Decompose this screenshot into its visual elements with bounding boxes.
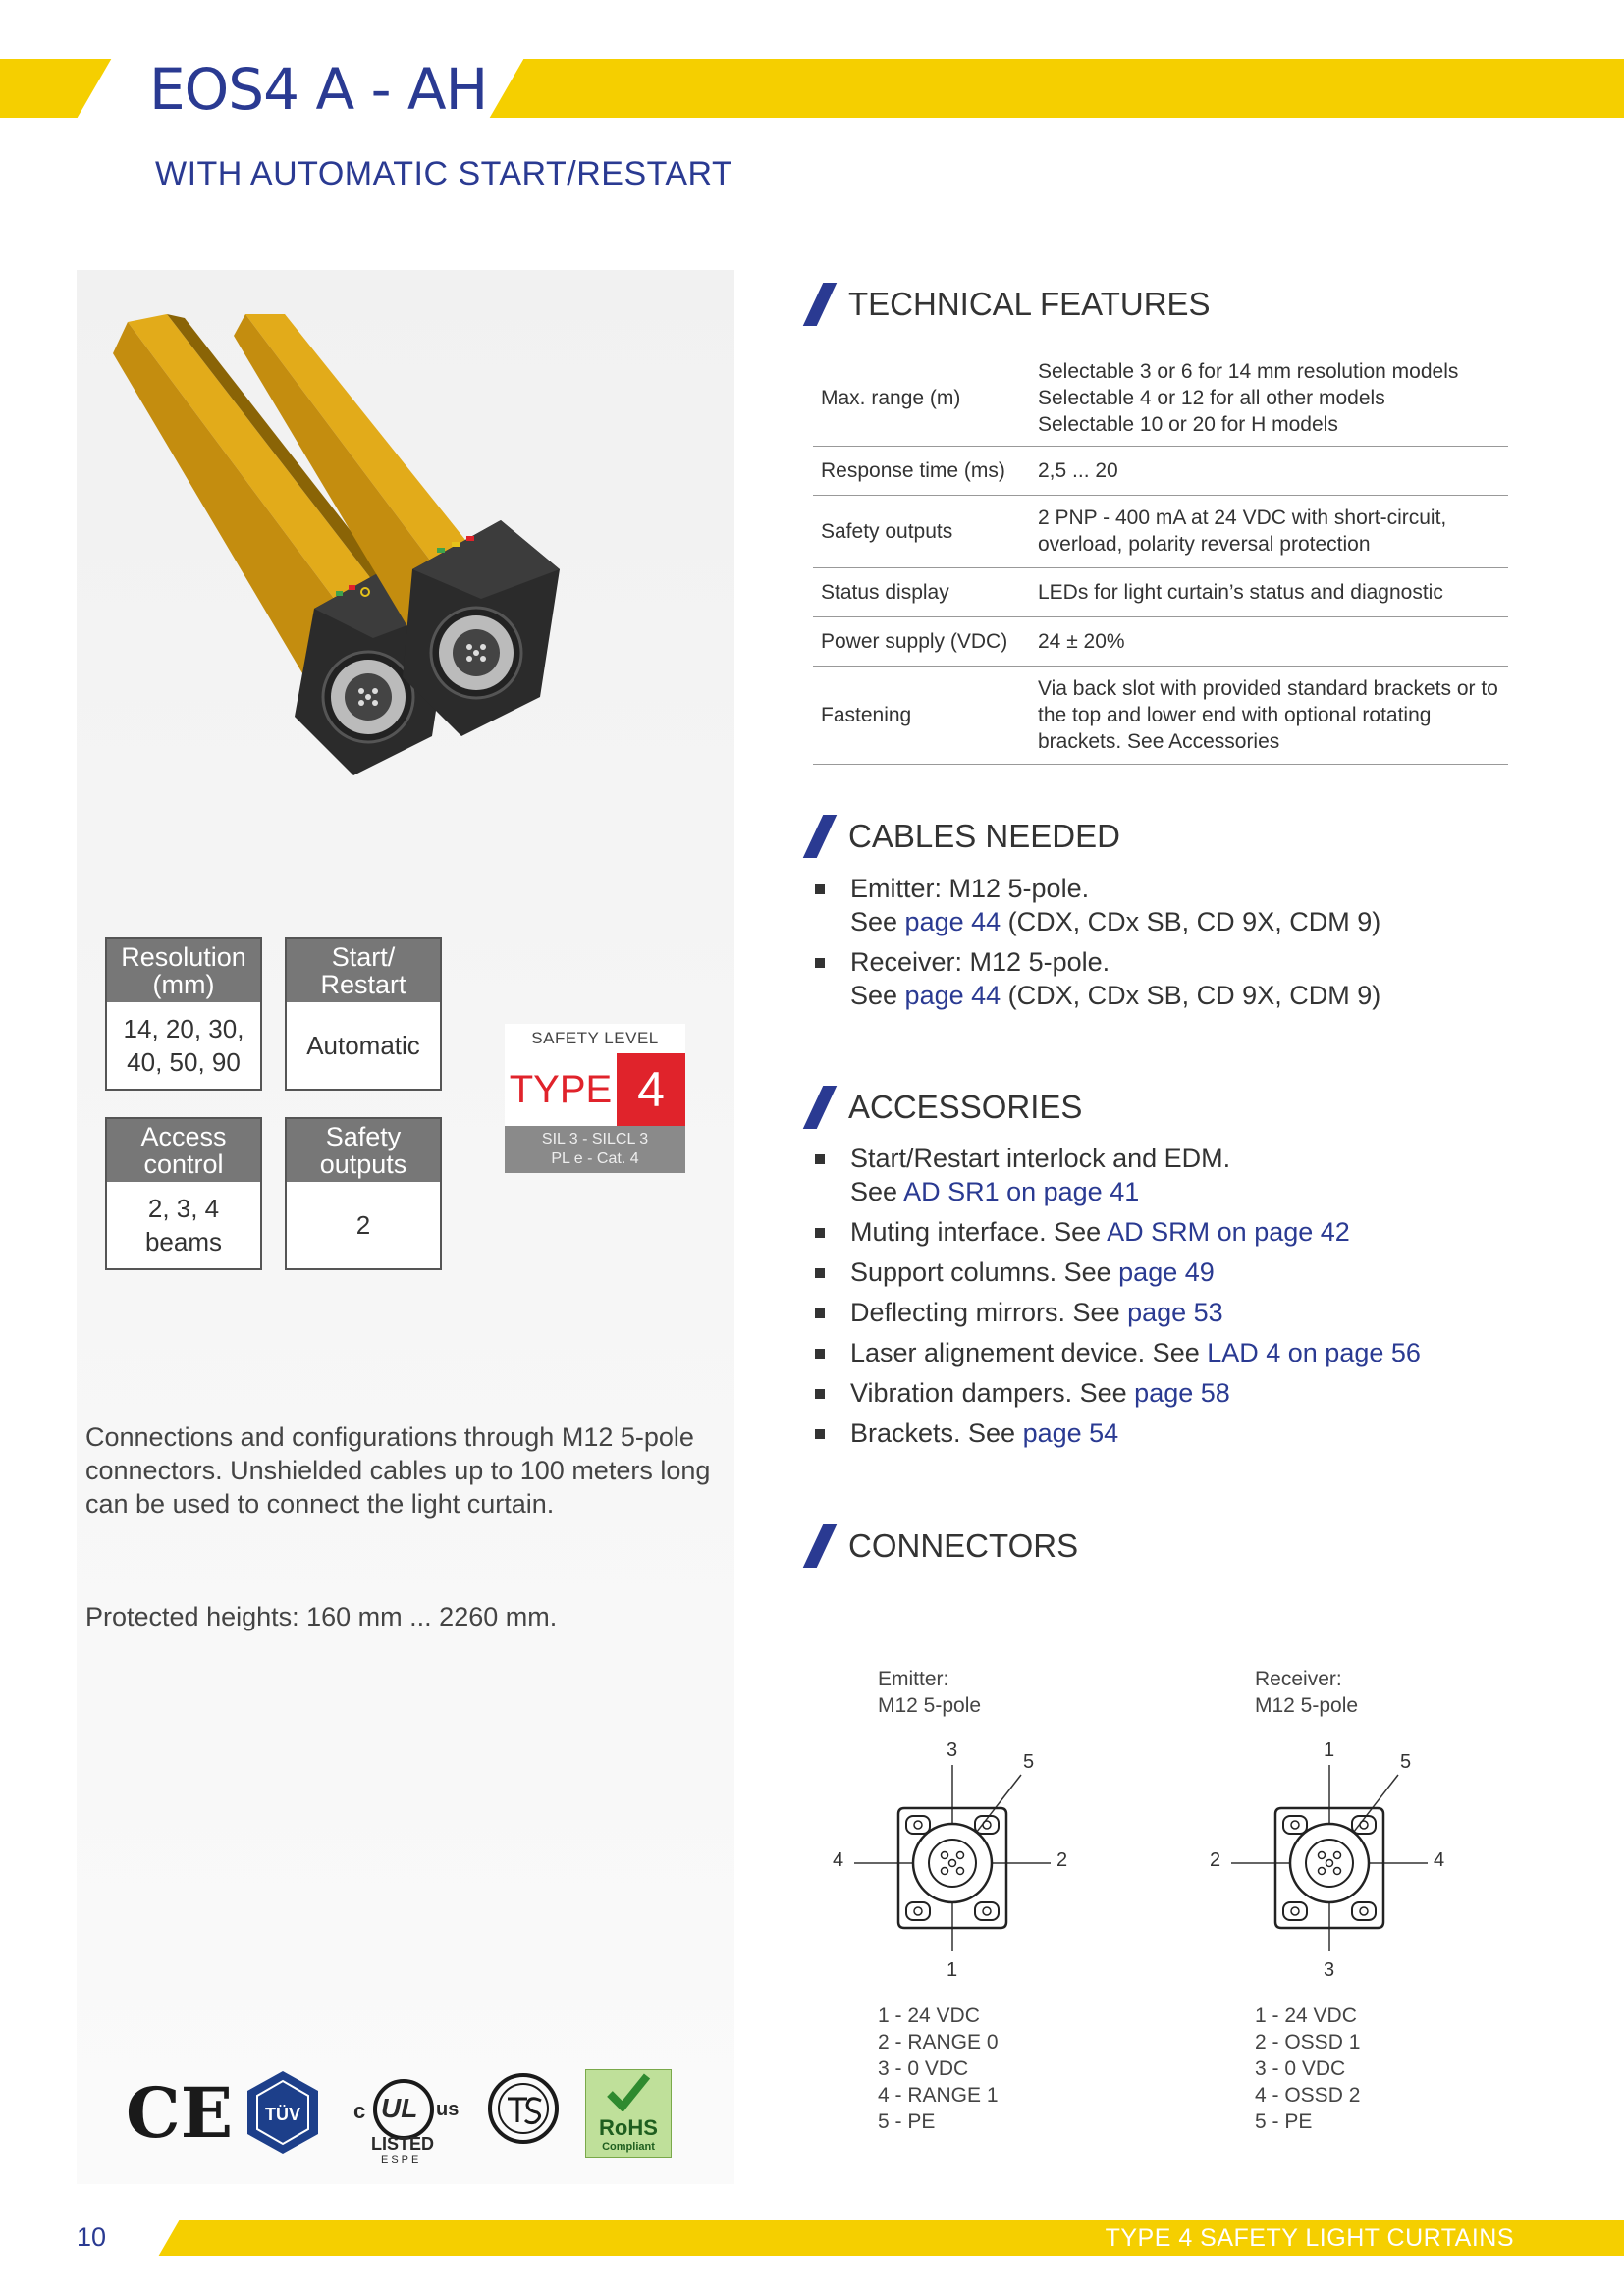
spec-access-control — [105, 1117, 262, 1270]
table-row — [813, 495, 1508, 567]
spec-safety-outputs — [285, 1117, 442, 1270]
list-item: Support columns. See page 49 — [813, 1255, 1421, 1289]
cables-heading — [813, 815, 1120, 858]
tech-key: Response time (ms) — [813, 446, 1030, 495]
tech-val: Via back slot with provided standard brackets or to the top and lower end with optional rotating brackets. See Accessories — [1030, 666, 1508, 764]
emitter-pin-right: 2 — [1056, 1849, 1068, 1871]
accessories-title: ACCESSORIES — [848, 1089, 1083, 1125]
tech-features-heading — [813, 283, 1211, 326]
pin-row: 5 - PE — [878, 2110, 936, 2133]
page-link[interactable]: page 44 — [904, 907, 1001, 936]
pin-row: 3 - 0 VDC — [878, 2057, 969, 2080]
accessories-heading — [813, 1086, 1082, 1129]
pin-row: 4 - RANGE 1 — [878, 2084, 999, 2107]
ul-espe-text: ESPE — [381, 2154, 422, 2165]
table-row — [813, 616, 1508, 666]
page-link[interactable]: page 58 — [1134, 1378, 1230, 1408]
tech-features-table — [813, 351, 1508, 765]
emitter-pin-top-right: 5 — [1023, 1751, 1035, 1773]
spec-start-restart — [285, 937, 442, 1091]
emitter-pin-left: 4 — [833, 1849, 844, 1871]
emitter-pinout — [878, 2002, 999, 2135]
bullet-square-icon — [815, 1228, 825, 1238]
ul-text: UL — [381, 2093, 418, 2123]
ce-mark-icon: CE — [126, 2072, 234, 2154]
safety-type-number: 4 — [617, 1053, 685, 1126]
tech-key: Status display — [813, 567, 1030, 616]
bullet-square-icon — [815, 1349, 825, 1359]
tech-val: LEDs for light curtain’s status and diagnostic — [1030, 567, 1508, 616]
cables-list — [813, 872, 1380, 1019]
spec-start-restart-head: Start/ Restart — [287, 939, 440, 1002]
table-row — [813, 446, 1508, 495]
list-item: Brackets. See page 54 — [813, 1416, 1421, 1450]
bullet-square-icon — [815, 1154, 825, 1164]
table-row — [813, 666, 1508, 764]
safety-type-text: TYPE — [505, 1053, 617, 1126]
spec-resolution-value: 14, 20, 30, 40, 50, 90 — [123, 1014, 244, 1077]
spec-start-restart-value: Automatic — [306, 1031, 420, 1060]
bullet-square-icon — [815, 1268, 825, 1278]
section-slash-icon — [803, 1524, 838, 1568]
connectors-heading — [813, 1524, 1078, 1568]
ul-us-text: us — [436, 2099, 460, 2120]
cables-title: CABLES NEEDED — [848, 818, 1120, 854]
spec-resolution-head: Resolution (mm) — [107, 939, 260, 1002]
ts-cert-icon — [486, 2071, 561, 2146]
pin-row: 2 - RANGE 0 — [878, 2031, 999, 2054]
emitter-pin-bottom: 1 — [947, 1959, 958, 1981]
page-link[interactable]: AD SRM on page 42 — [1107, 1217, 1350, 1247]
page-link[interactable]: page 49 — [1118, 1257, 1215, 1287]
spec-resolution — [105, 937, 262, 1091]
rohs-text: RoHS — [599, 2115, 658, 2140]
section-slash-icon — [803, 1086, 838, 1129]
pin-row: 4 - OSSD 2 — [1255, 2084, 1361, 2107]
list-item: Laser alignement device. See LAD 4 on page 56 — [813, 1336, 1421, 1369]
receiver-pin-left: 2 — [1210, 1849, 1221, 1871]
emitter-title: Emitter: M12 5-pole — [878, 1668, 982, 1717]
tech-key: Power supply (VDC) — [813, 616, 1030, 666]
receiver-pin-bottom: 3 — [1324, 1959, 1335, 1981]
page-link[interactable]: page 53 — [1127, 1298, 1223, 1327]
receiver-title: Receiver: M12 5-pole — [1255, 1668, 1359, 1717]
pin-row: 2 - OSSD 1 — [1255, 2031, 1361, 2054]
emitter-connector-icon — [825, 1737, 1080, 1993]
table-row — [813, 351, 1508, 446]
safety-sil-line: SIL 3 - SILCL 3 — [541, 1131, 649, 1148]
pin-row: 3 - 0 VDC — [1255, 2057, 1346, 2080]
spec-safety-outputs-value: 2 — [355, 1210, 371, 1240]
tech-key: Max. range (m) — [813, 351, 1030, 446]
bullet-square-icon — [815, 884, 825, 894]
bullet-square-icon — [815, 958, 825, 968]
list-item: Deflecting mirrors. See page 53 — [813, 1296, 1421, 1329]
ul-listed-logo — [352, 2073, 469, 2167]
section-slash-icon — [803, 283, 838, 326]
tech-val: 2,5 ... 20 — [1030, 446, 1508, 495]
tech-key: Fastening — [813, 666, 1030, 764]
safety-level-label: SAFETY LEVEL — [505, 1024, 685, 1053]
bullet-square-icon — [815, 1429, 825, 1439]
rohs-sub-text: Compliant — [602, 2141, 655, 2153]
section-slash-icon — [803, 815, 838, 858]
product-image — [108, 314, 697, 785]
connections-text: Connections and configurations through M12 5-pole connectors. Unshielded cables up to 100 meters long can be used to connect the light curtain. — [85, 1422, 711, 1519]
receiver-connector-icon — [1202, 1737, 1457, 1993]
tuv-logo-icon — [244, 2069, 322, 2158]
page-link[interactable]: LAD 4 on page 56 — [1207, 1338, 1421, 1367]
page-number: 10 — [77, 2222, 107, 2252]
connectors-title: CONNECTORS — [848, 1527, 1079, 1564]
rohs-logo — [585, 2069, 672, 2158]
receiver-pin-top: 1 — [1324, 1739, 1335, 1761]
receiver-pin-right: 4 — [1434, 1849, 1445, 1871]
list-item: Receiver: M12 5-pole. See page 44 (CDX, CDx SB, CD 9X, CDM 9) — [813, 945, 1380, 1012]
bullet-square-icon — [815, 1308, 825, 1318]
receiver-connector-diagram — [1202, 1737, 1457, 1993]
safety-level-badge — [505, 1024, 685, 1181]
receiver-pin-top-right: 5 — [1400, 1751, 1412, 1773]
emitter-pin-top: 3 — [947, 1739, 958, 1761]
ul-listed-text: LISTED — [371, 2134, 435, 2154]
tech-key: Safety outputs — [813, 495, 1030, 567]
page-link[interactable]: AD SR1 on page 41 — [903, 1177, 1140, 1206]
page-link[interactable]: page 44 — [904, 981, 1001, 1010]
page-link[interactable]: page 54 — [1022, 1418, 1119, 1448]
list-item: Vibration dampers. See page 58 — [813, 1376, 1421, 1410]
accessories-list — [813, 1142, 1421, 1457]
spec-safety-outputs-head: Safety outputs — [287, 1119, 440, 1182]
protected-heights-text: Protected heights: 160 mm ... 2260 mm. — [85, 1602, 558, 1631]
ul-c-text: c — [353, 2099, 366, 2123]
tuv-text: TÜV — [265, 2105, 300, 2124]
pin-row: 1 - 24 VDC — [878, 2004, 980, 2027]
tech-val: 2 PNP - 400 mA at 24 VDC with short-circuit, overload, polarity reversal protection — [1030, 495, 1508, 567]
receiver-pinout — [1255, 2002, 1360, 2135]
list-item: Start/Restart interlock and EDM. See AD SR1 on page 41 — [813, 1142, 1421, 1208]
list-item: Muting interface. See AD SRM on page 42 — [813, 1215, 1421, 1249]
page-subtitle: WITH AUTOMATIC START/RESTART — [155, 155, 733, 192]
safety-pl-line: PL e - Cat. 4 — [551, 1150, 639, 1167]
bullet-square-icon — [815, 1389, 825, 1399]
spec-access-control-head: Access control — [107, 1119, 260, 1182]
pin-row: 5 - PE — [1255, 2110, 1313, 2133]
footer-label: TYPE 4 SAFETY LIGHT CURTAINS — [1105, 2224, 1514, 2252]
list-item: Emitter: M12 5-pole. See page 44 (CDX, CDx SB, CD 9X, CDM 9) — [813, 872, 1380, 938]
table-row — [813, 567, 1508, 616]
spec-access-control-value: 2, 3, 4 beams — [144, 1194, 223, 1256]
pin-row: 1 - 24 VDC — [1255, 2004, 1357, 2027]
page-title: EOS4 A - AH — [149, 56, 488, 123]
rohs-check-icon — [606, 2072, 651, 2111]
tech-val: 24 ± 20% — [1030, 616, 1508, 666]
tech-val: Selectable 3 or 6 for 14 mm resolution models Selectable 4 or 12 for all other models Selectable 10 or 20 for H models — [1030, 351, 1508, 446]
tech-features-title: TECHNICAL FEATURES — [848, 286, 1211, 322]
emitter-connector-diagram — [825, 1737, 1080, 1993]
